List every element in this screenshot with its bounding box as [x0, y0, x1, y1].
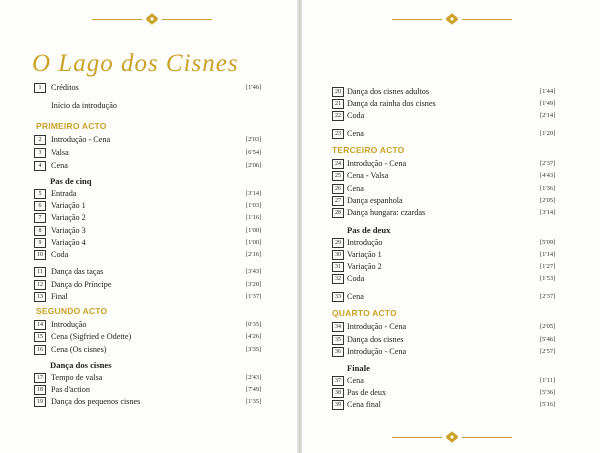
track-title: Dança do Príncipe — [51, 280, 112, 289]
track-number: 17 — [34, 373, 46, 383]
track-title: Dança dos pequenos cisnes — [51, 397, 141, 406]
track-row — [0, 200, 298, 212]
track-duration: [3'35] — [246, 346, 262, 353]
track-duration: [2'05] — [540, 197, 556, 204]
track-duration: [1'20] — [540, 130, 556, 137]
track-row — [302, 273, 600, 285]
track-number: 12 — [34, 280, 46, 290]
page-title: O Lago dos Cisnes — [32, 50, 239, 77]
track-duration: [2'16] — [246, 251, 262, 258]
track-row — [302, 291, 600, 303]
track-number: 30 — [332, 250, 344, 260]
track-row — [302, 321, 600, 333]
track-row — [302, 237, 600, 249]
track-duration: [1'00] — [246, 239, 262, 246]
bottom-ornament-right — [392, 430, 512, 444]
track-row — [302, 86, 600, 98]
subsection-heading: Finale — [347, 363, 370, 373]
track-duration: [7'49] — [246, 386, 262, 393]
track-duration: [4'26] — [246, 333, 262, 340]
track-title: Introdução — [347, 238, 383, 247]
track-number: 20 — [332, 87, 344, 97]
track-number: 22 — [332, 111, 344, 121]
track-number: 39 — [332, 400, 344, 410]
track-title: Introdução — [51, 320, 87, 329]
track-row — [0, 291, 298, 303]
track-duration: [2'37] — [540, 293, 556, 300]
track-title: Dança da rainha dos cisnes — [347, 99, 436, 108]
track-duration: [1'00] — [246, 227, 262, 234]
track-title: Variação 1 — [51, 201, 86, 210]
track-duration: [1'44] — [540, 88, 556, 95]
track-number: 38 — [332, 388, 344, 398]
track-number: 5 — [34, 189, 46, 199]
right-page — [302, 0, 600, 453]
track-title: Cena — [347, 376, 364, 385]
track-title: Valsa — [51, 148, 69, 157]
track-title: Introdução - Cena — [51, 135, 111, 144]
track-number: 4 — [34, 161, 46, 171]
track-number: 13 — [34, 292, 46, 302]
track-number: 35 — [332, 335, 344, 345]
track-duration: [2'57] — [540, 348, 556, 355]
track-duration: [1'53] — [540, 275, 556, 282]
track-number: 37 — [332, 376, 344, 386]
track-number: 25 — [332, 171, 344, 181]
track-duration: [2'03] — [246, 136, 262, 143]
track-duration: [2'06] — [246, 162, 262, 169]
track-title: Variação 2 — [51, 213, 86, 222]
track-number: 23 — [332, 129, 344, 139]
track-title: Entrada — [51, 189, 77, 198]
intro-note: Início da introdução — [51, 101, 117, 110]
track-row — [302, 128, 600, 140]
track-number: 29 — [332, 238, 344, 248]
track-duration: [6'54] — [246, 149, 262, 156]
track-row — [302, 375, 600, 387]
track-duration: [3'43] — [246, 268, 262, 275]
track-title: Coda — [347, 111, 365, 120]
track-number: 21 — [332, 99, 344, 109]
section-heading: QUARTO ACTO — [332, 308, 397, 318]
track-duration: [2'14] — [540, 112, 556, 119]
track-title: Introdução - Cena — [347, 347, 407, 356]
subsection-heading: Pas de cinq — [50, 176, 92, 186]
track-duration: [5'36] — [540, 389, 556, 396]
track-title: Coda — [51, 250, 69, 259]
track-row — [302, 334, 600, 346]
track-duration: [3'14] — [246, 190, 262, 197]
top-ornament-left — [92, 12, 212, 26]
track-title: Dança espanhola — [347, 196, 403, 205]
track-duration: [5'46] — [540, 336, 556, 343]
track-row — [302, 195, 600, 207]
track-title: Cena final — [347, 400, 381, 409]
track-duration: [5'16] — [540, 401, 556, 408]
track-number: 7 — [34, 213, 46, 223]
fleuron-icon — [145, 12, 159, 26]
track-row — [302, 170, 600, 182]
track-row — [0, 279, 298, 291]
left-page — [0, 0, 298, 453]
track-number: 28 — [332, 208, 344, 218]
track-title: Variação 3 — [51, 226, 86, 235]
section-heading: SEGUNDO ACTO — [36, 306, 108, 316]
track-title: Pas d'action — [51, 385, 90, 394]
section-heading: PRIMEIRO ACTO — [36, 121, 107, 131]
track-title: Variação 1 — [347, 250, 382, 259]
track-duration: [3'14] — [540, 209, 556, 216]
track-duration: [2'37] — [540, 160, 556, 167]
track-title: Cena — [347, 129, 364, 138]
track-number: 34 — [332, 322, 344, 332]
track-number: 27 — [332, 196, 344, 206]
track-title: Variação 4 — [51, 238, 86, 247]
track-title: Cena (Sigfried e Odette) — [51, 332, 132, 341]
track-number: 11 — [34, 267, 46, 277]
track-duration: [1'14] — [540, 251, 556, 258]
track-duration: [1'11] — [540, 377, 556, 384]
track-row — [302, 98, 600, 110]
track-number: 9 — [34, 238, 46, 248]
track-number: 36 — [332, 347, 344, 357]
track-duration: [0'35] — [246, 321, 262, 328]
track-number: 31 — [332, 262, 344, 272]
track-row — [302, 183, 600, 195]
track-title: Tempo de valsa — [51, 373, 103, 382]
track-number: 24 — [332, 159, 344, 169]
track-row — [0, 134, 298, 146]
track-number: 26 — [332, 184, 344, 194]
track-row — [0, 82, 298, 94]
track-title: Cena (Os cisnes) — [51, 345, 107, 354]
track-title: Cena — [51, 161, 68, 170]
top-ornament-right — [392, 12, 512, 26]
track-row — [302, 158, 600, 170]
track-duration: [2'05] — [540, 323, 556, 330]
track-duration: [4'43] — [540, 172, 556, 179]
track-title: Cena — [347, 184, 364, 193]
track-row — [0, 331, 298, 343]
track-title: Pas de deux — [347, 388, 387, 397]
track-number: 32 — [332, 274, 344, 284]
track-row — [0, 237, 298, 249]
track-number: 15 — [34, 332, 46, 342]
track-duration: [1'16] — [246, 214, 262, 221]
track-title: Dança hungara: czardas — [347, 208, 426, 217]
fleuron-icon — [445, 12, 459, 26]
track-title: Introdução - Cena — [347, 159, 407, 168]
track-title: Final — [51, 292, 68, 301]
track-row — [302, 399, 600, 411]
track-title: Cena — [347, 292, 364, 301]
track-row — [0, 384, 298, 396]
track-number: 18 — [34, 385, 46, 395]
track-number: 14 — [34, 320, 46, 330]
track-number: 33 — [332, 292, 344, 302]
track-title: Cena - Valsa — [347, 171, 389, 180]
track-row — [302, 387, 600, 399]
track-row — [302, 110, 600, 122]
track-title: Dança das taças — [51, 267, 104, 276]
track-duration: [1'27] — [540, 263, 556, 270]
track-row — [0, 372, 298, 384]
track-duration: [1'46] — [246, 84, 262, 91]
track-duration: [1'03] — [246, 202, 262, 209]
track-duration: [1'36] — [540, 185, 556, 192]
track-duration: [1'35] — [246, 398, 262, 405]
track-row — [0, 160, 298, 172]
track-row — [0, 147, 298, 159]
track-row — [0, 212, 298, 224]
track-title: Variação 2 — [347, 262, 382, 271]
track-row — [0, 396, 298, 408]
track-number: 1 — [34, 83, 46, 93]
track-row — [302, 207, 600, 219]
track-duration: [5'09] — [540, 239, 556, 246]
track-row — [0, 319, 298, 331]
subsection-heading: Dança dos cisnes — [50, 360, 112, 370]
track-duration: [1'49] — [540, 100, 556, 107]
track-number: 2 — [34, 135, 46, 145]
track-number: 19 — [34, 397, 46, 407]
track-duration: [1'37] — [246, 293, 262, 300]
subsection-heading: Pas de deux — [347, 225, 391, 235]
track-number: 8 — [34, 226, 46, 236]
track-title: Créditos — [51, 83, 79, 92]
track-title: Introdução - Cena — [347, 322, 407, 331]
section-heading: TERCEIRO ACTO — [332, 145, 405, 155]
track-row — [302, 261, 600, 273]
track-title: Coda — [347, 274, 365, 283]
track-number: 3 — [34, 148, 46, 158]
track-row — [0, 249, 298, 261]
track-duration: [2'43] — [246, 374, 262, 381]
track-row — [302, 346, 600, 358]
track-number: 16 — [34, 345, 46, 355]
track-row — [0, 344, 298, 356]
track-title: Dança dos cisnes — [347, 335, 404, 344]
track-row — [302, 249, 600, 261]
track-row — [0, 266, 298, 278]
track-title: Dança dos cisnes adultos — [347, 87, 430, 96]
track-row — [0, 188, 298, 200]
track-number: 10 — [34, 250, 46, 260]
track-number: 6 — [34, 201, 46, 211]
fleuron-icon — [445, 430, 459, 444]
track-row — [0, 225, 298, 237]
track-duration: [3'20] — [246, 281, 262, 288]
